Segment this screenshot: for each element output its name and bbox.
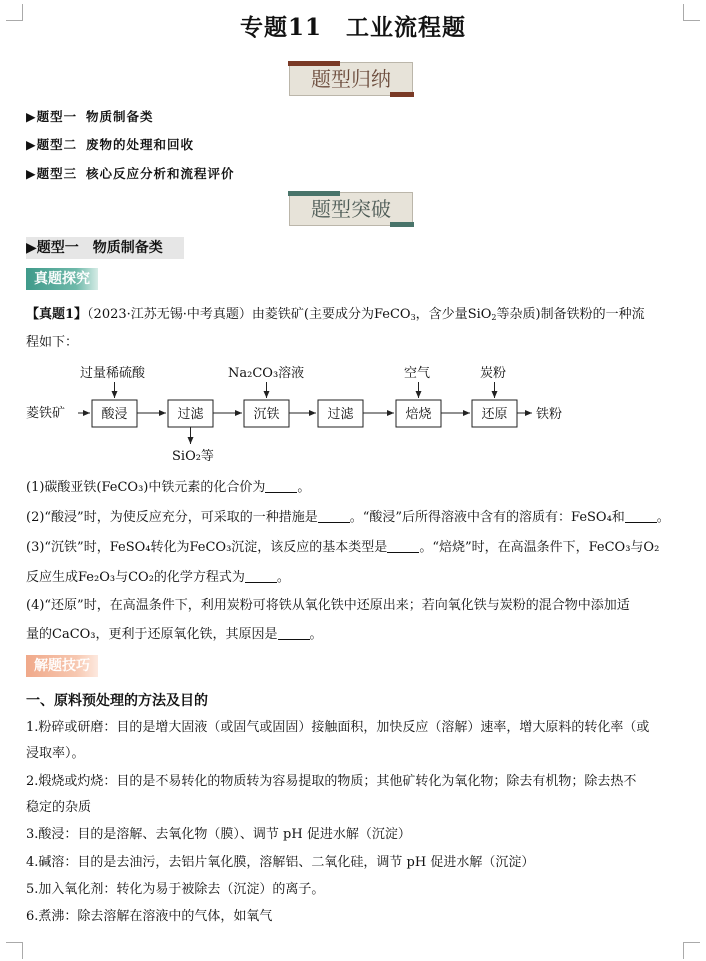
banner-breakthrough-label: 题型突破 (311, 197, 391, 221)
tips-item-6: 6.煮沸：除去溶解在溶液中的气体，如氧气 (26, 909, 273, 924)
flow-reagent-air: 空气 (404, 366, 431, 381)
question-3 (26, 538, 682, 558)
flow-reagent-acid: 过量稀硫酸 (80, 366, 146, 381)
toc-item-3[interactable] (26, 164, 235, 182)
tips-item-2-cont: 稳定的杂质 (26, 800, 92, 815)
banner-accent (390, 222, 414, 227)
flow-reagent-sodium-carbonate: Na₂CO₃溶液 (228, 366, 305, 381)
banner-accent (288, 61, 340, 66)
toc-item-label: 核心反应分析和流程评价 (86, 166, 235, 181)
answer-blank[interactable] (625, 510, 657, 523)
question-2-text-b: 。“酸浸”后所得溶液中含有的溶质有：FeSO₄和 (349, 510, 625, 525)
problem-mid: ，含少量 (415, 307, 468, 322)
question-2-end: 。 (656, 510, 670, 525)
problem-rest: 等杂质)制备铁粉的一种流 (496, 307, 645, 322)
tips-item-3: 3.酸浸：目的是溶解、去氧化物（膜）、调节 pH 促进水解（沉淀） (26, 827, 411, 842)
flow-step-5: 焙烧 (405, 407, 432, 422)
process-flow-diagram (0, 356, 706, 471)
banner-accent (288, 191, 340, 196)
tips-item-5: 5.加入氧化剂：转化为易于被除去（沉淀）的离子。 (26, 882, 325, 897)
question-4-cont (26, 625, 682, 645)
section-type-heading: ▶题型一 物质制备类 (26, 237, 184, 259)
answer-blank[interactable] (318, 510, 350, 523)
tips-item-2: 2.煅烧或灼烧：目的是不易转化的物质转为容易提取的物质；其他矿转化为氧化物；除去有机物；除去热不 (26, 774, 637, 789)
answer-blank[interactable] (245, 570, 277, 583)
answer-blank[interactable] (265, 480, 297, 493)
corner-mark-bottom-left (6, 942, 23, 959)
question-2-text-a: (2)“酸浸”时，为使反应充分，可采取的一种措施是 (26, 510, 318, 525)
banner-accent (390, 92, 414, 97)
flow-step-6: 还原 (481, 407, 508, 422)
problem-line2: 程如下： (26, 335, 79, 350)
corner-mark-bottom-right (683, 942, 700, 959)
flow-input: 菱铁矿 (26, 406, 66, 421)
toc-item-label: 物质制备类 (86, 109, 154, 124)
question-3-cont (26, 568, 682, 588)
toc-item-number: ▶题型三 (26, 166, 78, 181)
question-4-end: 。 (309, 627, 323, 642)
problem-label: 【真题1】 (26, 307, 88, 322)
flow-step-1: 酸浸 (101, 407, 128, 422)
toc-item-label: 废物的处理和回收 (86, 137, 195, 152)
formula-feco3-sub: 3 (410, 313, 416, 322)
toc-item-number: ▶题型一 (26, 109, 78, 124)
question-4-text-b: 量的CaCO₃，更利于还原氧化铁，其原因是 (26, 627, 278, 642)
problem-source: （2023·江苏无锡·中考真题）由菱铁矿(主要成分为 (87, 307, 374, 322)
answer-blank[interactable] (387, 540, 419, 553)
answer-blank[interactable] (278, 627, 310, 640)
tips-item-1: 1.粉碎或研磨：目的是增大固液（或固气或固固）接触面积，加快反应（溶解）速率，增大原料的转化率（或 (26, 720, 650, 735)
question-1-end: 。 (297, 480, 311, 495)
toc-item-number: ▶题型二 (26, 137, 78, 152)
tag-solution-tips: 解题技巧 (26, 655, 98, 677)
question-3-text-a: (3)“沉铁”时，FeSO₄转化为FeCO₃沉淀，该反应的基本类型是 (26, 540, 388, 555)
tips-item-1-cont: 浸取率）。 (26, 746, 85, 761)
formula-sio2-sub: 2 (491, 313, 497, 322)
tag-real-exam: 真题探究 (26, 268, 98, 290)
formula-feco3: FeCO (373, 307, 411, 322)
flow-step-4: 过滤 (327, 407, 354, 422)
tips-heading: 一、原料预处理的方法及目的 (26, 693, 208, 709)
page-title: 专题11 工业流程题 (239, 14, 466, 41)
question-2 (26, 508, 682, 528)
problem-intro (26, 305, 682, 328)
banner-breakthrough (289, 192, 413, 226)
question-1 (26, 478, 682, 498)
flow-output: 铁粉 (536, 407, 563, 422)
toc-item-2[interactable] (26, 135, 194, 153)
question-4: (4)“还原”时，在高温条件下，利用炭粉可将铁从氧化铁中还原出来；若向氧化铁与炭粉的混合物中添加适 (26, 598, 630, 613)
flow-byproduct: SiO₂等 (172, 449, 214, 464)
question-3-text-b: 。“焙烧”时，在高温条件下，FeCO₃与O₂ (419, 540, 660, 555)
question-3-text-c: 反应生成Fe₂O₃与CO₂的化学方程式为 (26, 570, 245, 585)
flow-step-3: 沉铁 (253, 407, 280, 422)
question-3-end: 。 (276, 570, 290, 585)
banner-summary (289, 62, 413, 96)
question-1-text: (1)碳酸亚铁(FeCO₃)中铁元素的化合价为 (26, 480, 266, 495)
toc-item-1[interactable] (26, 107, 154, 125)
flow-reagent-carbon: 炭粉 (480, 366, 507, 381)
tips-item-4: 4.碱溶：目的是去油污，去铝片氧化膜，溶解铝、二氧化硅，调节 pH 促进水解（沉淀） (26, 855, 535, 870)
flow-step-2: 过滤 (177, 407, 204, 422)
banner-summary-label: 题型归纳 (311, 67, 391, 91)
formula-sio2: SiO (467, 307, 492, 322)
